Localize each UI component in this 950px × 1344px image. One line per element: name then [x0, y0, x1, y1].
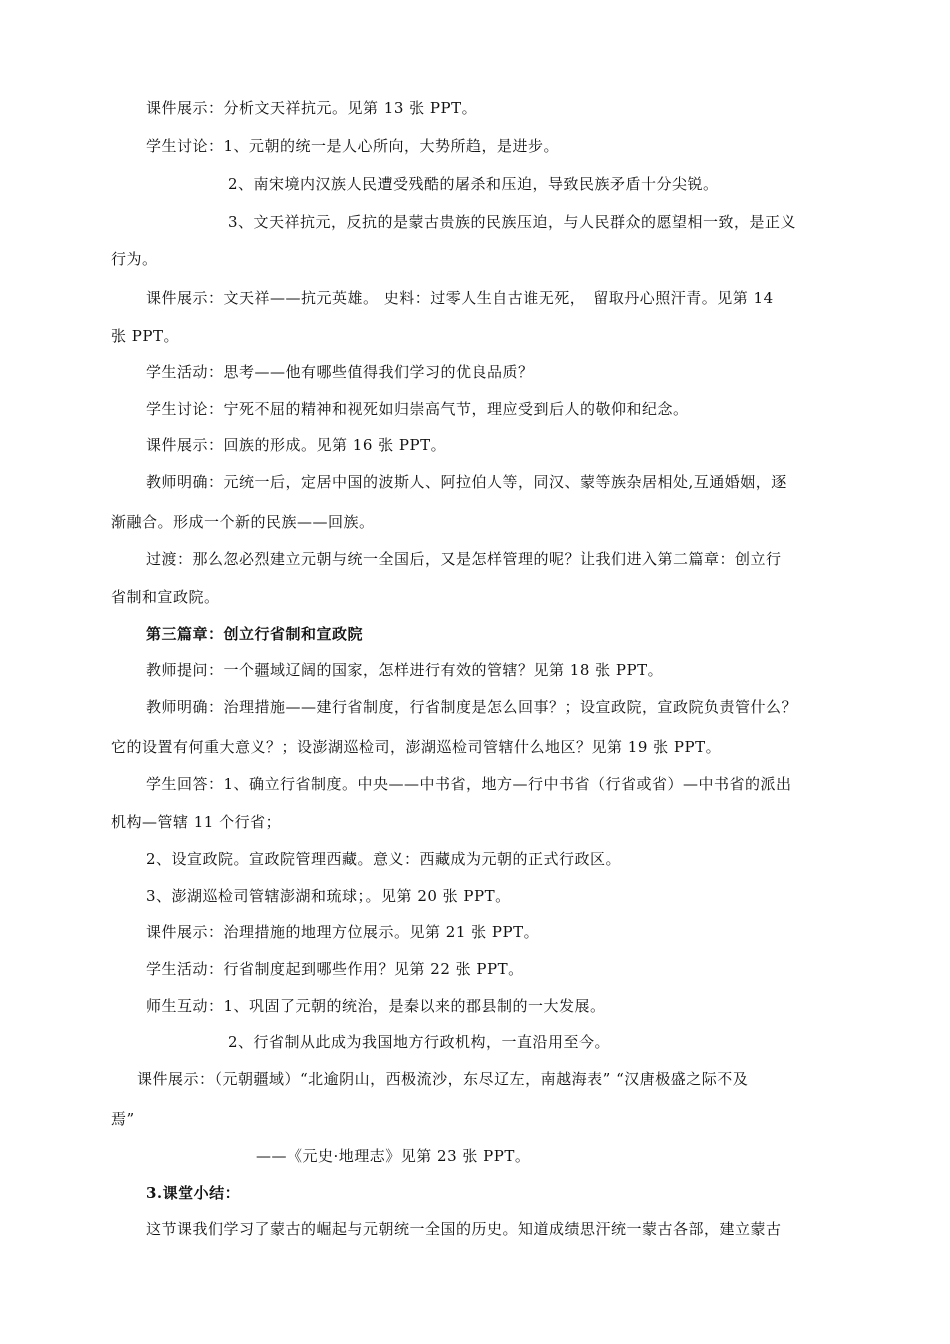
text-line: 过渡：那么忽必烈建立元朝与统一全国后，又是怎样管理的呢？让我们进入第二篇章：创立行 — [146, 550, 782, 568]
text-line: 机构—管辖 11 个行省； — [111, 813, 282, 831]
text-line: 张 PPT。 — [111, 327, 179, 345]
text-line: 焉” — [111, 1110, 135, 1128]
text-line: 3、文天祥抗元，反抗的是蒙古贵族的民族压迫，与人民群众的愿望相一致，是正义 — [228, 213, 797, 231]
text-line: 它的设置有何重大意义？；设澎湖巡检司，澎湖巡检司管辖什么地区？见第 19 张 PPT。 — [111, 738, 722, 756]
text-line: 课件展示：（元朝疆域）“北逾阴山，西极流沙，东尽辽左，南越海表” “汉唐极盛之际不及 — [137, 1070, 749, 1088]
text-line: 师生互动：1、巩固了元朝的统治，是秦以来的郡县制的一大发展。 — [146, 997, 606, 1015]
text-line: 行为。 — [111, 250, 158, 268]
text-line: 教师提问：一个疆域辽阔的国家，怎样进行有效的管辖？见第 18 张 PPT。 — [146, 661, 664, 679]
text-line: 课件展示：回族的形成。见第 16 张 PPT。 — [146, 436, 447, 454]
text-line: 3、澎湖巡检司管辖澎湖和琉球；。见第 20 张 PPT。 — [146, 887, 511, 905]
text-line: 学生活动：行省制度起到哪些作用？见第 22 张 PPT。 — [146, 960, 524, 978]
text-line: 2、南宋境内汉族人民遭受残酷的屠杀和压迫，导致民族矛盾十分尖锐。 — [228, 175, 719, 193]
text-line: 省制和宣政院。 — [111, 588, 220, 606]
section-heading: 3.课堂小结： — [146, 1184, 241, 1202]
citation-line: ——《元史·地理志》见第 23 张 PPT。 — [256, 1147, 531, 1165]
text-line: 课件展示：文天祥——抗元英雄。 史料：过零人生自古谁无死， 留取丹心照汗青。见第 14 — [146, 289, 774, 307]
text-line: 2、行省制从此成为我国地方行政机构，一直沿用至今。 — [228, 1033, 611, 1051]
text-line: 教师明确：治理措施——建行省制度，行省制度是怎么回事？；设宣政院，宣政院负责管什么？ — [146, 698, 798, 716]
text-line: 学生回答：1、确立行省制度。中央——中书省，地方—行中书省（行省或省）—中书省的派出 — [146, 775, 792, 793]
text-line: 学生讨论：宁死不屈的精神和视死如归崇高气节，理应受到后人的敬仰和纪念。 — [146, 400, 689, 418]
section-heading: 第三篇章：创立行省制和宣政院 — [146, 625, 364, 643]
text-line: 2、设宣政院。宣政院管理西藏。意义：西藏成为元朝的正式行政区。 — [146, 850, 622, 868]
text-line: 学生讨论：1、元朝的统一是人心所向，大势所趋，是进步。 — [146, 137, 560, 155]
text-line: 课件展示：分析文天祥抗元。见第 13 张 PPT。 — [146, 99, 478, 117]
text-line: 渐融合。形成一个新的民族——回族。 — [111, 513, 375, 531]
text-line: 课件展示：治理措施的地理方位展示。见第 21 张 PPT。 — [146, 923, 540, 941]
text-line: 这节课我们学习了蒙古的崛起与元朝统一全国的历史。知道成绩思汗统一蒙古各部，建立蒙古 — [146, 1220, 782, 1238]
text-line: 学生活动：思考——他有哪些值得我们学习的优良品质？ — [146, 363, 534, 381]
text-line: 教师明确：元统一后，定居中国的波斯人、阿拉伯人等，同汉、蒙等族杂居相处,互通婚姻，逐 — [146, 473, 787, 491]
